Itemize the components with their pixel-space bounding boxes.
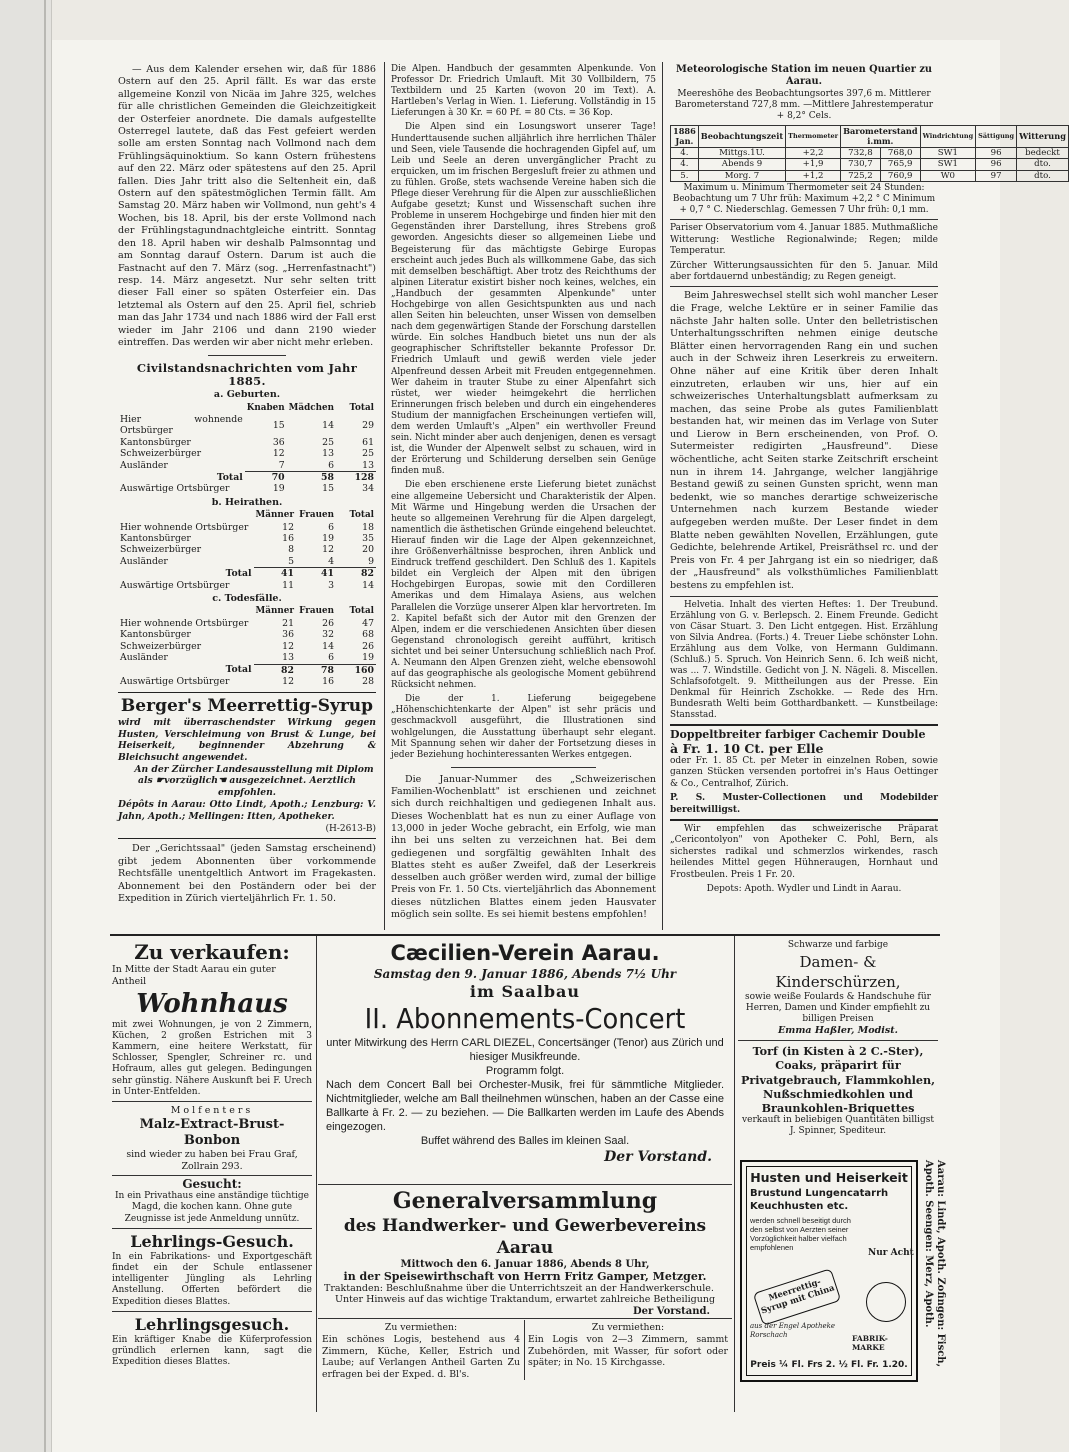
husten-price: Preis ¼ Fl. Frs 2. ½ Fl. Fr. 1.20. [750,1360,908,1370]
caecilien-buffet: Buffet während des Balles im kleinen Saal. [420,1135,630,1147]
lehrling-title-1: Lehrlings-Gesuch. [130,1231,294,1251]
familien-article: Die Januar-Nummer des „Schweizerischen Familien-Wochenblatt" ist erschienen und zeichnet sich durch reichhaltigen und gediegenen Inhalt aus. Dieses Wochenblatt hat es nun zu einer Auflage von 13,000 in jeder Woche gebracht, ein Erfolg, wie man ihn bei uns selten zu verzeichnen hat. Bei dem gediegenen und sorgfältig gewählten Inhalt des Blattes steht es außer Zweifel, daß der Leserkreis desselben auch größer werden wird, zumal der billige Preis von Fr. 1. 50 Cts. vierteljährlich das Abonnement dieses nützlichen Blattes einem jeden Hausvater möglich sein sollte. Es sei hiemit bestens empfohlen! [391,773,656,921]
gv-date: Mittwoch den 6. Januar 1886, Abends 8 Uhr, [400,1259,650,1270]
alpen-paragraph-3: Die der 1. Lieferung beigegebene „Höhenschichtenkarte der Alpen" ist sehr präcis und geschmackvoll ausgeführt, die Illustrationen sind wohlgelungen, die Ausstattung überhaupt sehr elegant. Mit Spannung sehen wir daher der Fortsetzung dieses in jeder Beziehung hochinteressanten Werkes entgegen. [391,694,656,760]
table-row: 5. Morg. 7 +1,2 725,2 760,9 W0 97 dto. [671,170,1069,182]
caecilien-with: unter Mitwirkung des Herrn CARL DIEZEL, Concertsänger (Tenor) aus Zürich und hiesiger Musikfreunde. [326,1037,724,1063]
table-row: Total 41 41 82 [225,568,374,580]
verkaufen-line: In Mitte der Stadt Aarau ein guter Antheil [112,964,276,987]
met-title: Meteorologische Station im neuen Quartier zu Aarau. [675,64,933,88]
schuerzen-text: sowie weiße Foulards & Handschuhe für Herren, Damen und Kinder empfiehlt zu billigen Preisen [745,991,931,1025]
births-title: a. Geburten. [213,389,281,401]
page-fold [44,0,46,1452]
column-1 [118,64,376,908]
column-rule [662,62,663,930]
husten-depots: Aarau: Lindt, Apoth. Zofingen: Fisch, Apoth. Seengen: Merz, Apoth. [923,1160,946,1368]
berger-code: (H-2613-B) [325,823,376,834]
gesucht-text: In ein Privathaus eine anständige tüchtige Magd, die kochen kann. Ohne gute Zeugnisse ist jede Anmeldung unnütz. [115,1191,309,1224]
corns-ad: Wir empfehlen das schweizerische Präparat „Cericontolyon" von Apotheker C. Pohl, Bern, als sicherstes radikal und schmerzlos wirkendes, rasch heilendes Mittel gegen Hühneraugen, Hornhaut und Frostbeulen. Preis 1 Fr. 20. [670,824,938,880]
malz-title: Malz-Extract-Brust-Bonbon [139,1116,285,1148]
berger-text-1: wird mit überraschendster Wirkung gegen Husten, Verschleimung von Brust & Lunge, bei Heiserkeit, beginnender Abzehrung & Bleichsucht angewendet. [118,717,376,763]
table-row: Hier wohnende Ortsbürger 21 26 47 [120,617,374,629]
cachemir-title: Doppeltbreiter farbiger Cachemir Double [670,727,926,741]
husten-sub: Brustund Lungencatarrh Keuchhusten etc. [750,1188,889,1212]
zurich-forecast: Zürcher Witterungsaussichten für den 5. Januar. Mild aber fortdauernd unbeständig; zu Regen geneigt. [670,260,938,282]
malz-text: sind wieder zu haben bei Frau Graf, Zollrain 293. [126,1148,298,1172]
husten-title: Husten und Heiserkeit [750,1170,908,1185]
met-subtitle: Meereshöhe des Beobachtungsortes 397,6 m. Mittlerer Barometerstand 727,8 mm. —Mittlere Jahrestemperatur + 8,2° Cels. [674,88,934,121]
trademark-seal-icon [866,1282,906,1322]
deaths-title: c. Todesfälle. [212,593,282,605]
wohnhaus-title: Wohnhaus [136,988,288,1019]
vermieten-title-1: Zu vermiethen: [384,1322,458,1333]
husten-marke: FABRIK-MARKE [852,1334,888,1352]
molfenters: Molfenters [170,1105,254,1117]
hausfreund-article: Beim Jahreswechsel stellt sich wohl mancher Leser die Frage, welche Lektüre er in seiner Familie das nächste Jahr halten solle. Unter den belletristischen Unterhaltungsschriften nehmen einige deutsche Blätter einen hervorragenden Rang ein und suchen auch in der Schweiz ihren Leserkreis zu erweitern. Ohne näher auf eine Kritik über deren Inhalt einzutreten, erlauben wir uns, hier auf ein schweizerisches Unterhaltungsblatt aufmerksam zu machen, das seine Probe als gutes Familienblatt bestanden hat, wir meinen das im Verlage von Suter und Lierow in Bern erscheinenden, von Prof. O. Sutermeister redigirten „Hausfreund". Diese wöchentliche, acht Seiten starke Zeitschrift erscheint nun in ihrem 14. Jahrgange, welcher langjährige Bestand gewiß zu seinen Gunsten spricht, wenn man bedenkt, wie so manches derartige schweizerische Unternehmen nach kurzem Bestande wieder aufgegeben werden mußte. Der Leser findet in dem Blatte neben gewählten Novellen, Erzählungen, gute Gedichte, belehrende Artikel, Preisräthsel rc. und der Preis von Fr. 4 per Jahrgang ist ein so niedriger, daß der „Hausfreund" als volksthümliches Familienblatt bestens zu empfehlen ist. [670,290,938,591]
ads-rule [734,936,735,1412]
ads-rule [110,934,940,936]
berger-text-3: Dépôts in Aarau: Otto Lindt, Apoth.; Lenzburg: V. Jahn, Apoth.; Mellingen: Itten, Apotheker. [118,799,376,822]
table-row: Kantonsbürger 16 19 35 [120,533,374,545]
berger-ad [118,692,376,835]
gv-traktanden: Traktanden: Beschlußnahme über die Unterrichtszeit an der Handwerkerschule. [324,1282,714,1294]
table-row: Kantonsbürger 36 32 68 [120,629,374,641]
met-table: 1886 Jan. Beobachtungszeit Thermometer Barometerstand i.mm. Windrichtung Sättigung Witterung 4. Mittgs.1U. +2,2 732,8 768,0 SW1 96 bedeckt 4. Abends 9 +1,9 730,7 765,9 SW1 96 dto. 5. Morg. 7 +1,2 725,2 760,9 W0 97 dto. [670,125,1069,183]
gesucht-title: Gesucht: [182,1177,242,1192]
table-row: Auswärtige Ortsbürger 19 15 34 [120,483,374,495]
schuerzen-title: Damen- & Kinderschürzen, [775,952,901,991]
table-row: Ausländer 7 6 13 [120,459,374,471]
schuerzen-top: Schwarze und farbige [787,940,889,950]
husten-text: werden schnell beseitigt durch den selbst von Aerzten seiner Vorzüglichkeit halber vielfach empfohlenen [750,1216,851,1252]
column-rule [384,62,385,930]
table-row: Hier wohnende Ortsbürger 12 6 18 [120,521,374,533]
torf-ad: Torf (in Kisten à 2 C.-Ster), Coaks, präparirt für Privatgebrauch, Flammkohlen, Nußschmiedkohlen und Braunkohlen-Briquettes [740,1044,936,1116]
gv-sign: Der Vorstand. [632,1306,710,1318]
table-row: Schweizerbürger 8 12 20 [120,544,374,556]
berger-title: Berger's Meerrettig-Syrup [120,696,374,717]
gv-ad [320,1188,730,1318]
caecilien-program: Programm folgt. [485,1065,565,1077]
lehrling-text-2: Ein kräftiger Knabe die Küferprofession gründlich erlernen kann, sagt die Expedition dieses Blattes. [112,1334,312,1368]
met-footer: Maximum u. Minimum Thermometer seit 24 Stunden: Beobachtung um 7 Uhr früh: Maximum +2,2 ° C Minimum + 0,7 ° C. Niederschlag. Gemessen 7 Uhr früh: 0,1 mm. [672,183,936,216]
husten-maker: aus der Engel Apotheke Rorschach [750,1322,835,1339]
caecilien-concert: II. Abonnements-Concert [364,1002,686,1035]
ads-right-column [738,940,938,1138]
table-row: Total 82 78 160 [225,664,374,676]
births-table: Knaben Mädchen Total Hier wohnende Ortsbürger 15 14 29 Kantonsbürger 36 25 61 Schweizerbürger 12 13 25 Ausländer 7 6 13 Total 70 58 128 Auswärtige Ortsbürger 19 15 34 [120,402,374,495]
gv-hint: Unter Hinweis auf das wichtige Traktandum, erwartet zahlreiche Betheiligung [334,1294,716,1306]
civil-title: Civilstandsnachrichten vom Jahr 1885. [136,361,358,388]
vermieten-ad-2 [528,1322,728,1369]
cachemir-text: oder Fr. 1. 85 Ct. per Meter in einzelnen Roben, sowie ganzen Stücken versenden portofrei in's Haus Oettinger & Co., Centralhof, Zürich. [670,756,938,789]
table-row: Schweizerbürger 12 13 25 [120,448,374,460]
deaths-table: Männer Frauen Total Hier wohnende Ortsbürger 21 26 47 Kantonsbürger 36 32 68 Schweizerbürger 12 14 26 Ausländer 13 6 19 Total 82 78 160 Auswärtige Ortsbürger 12 16 28 [120,606,374,687]
gv-title: Generalversammlung [392,1188,658,1214]
alpen-paragraph-1: Die Alpen sind ein Losungswort unserer Tage! Hunderttausende suchen alljährlich ihre herrlichen Thäler und Seen, viele Tausende die hochragenden Gipfel auf, um Leib und Seele an deren unvergänglicher Pracht zu erquicken, um im frischen Bergesluft freier zu athmen und zu fühlen. Große, stets wachsende Vereine haben sich die Pflege dieser Verehrung für die Alpen zur ausschließlichen Aufgabe gesetzt; Kunst und Wissenschaft suchen ihre Probleme in unserem Hochgebirge und finden hier mit den Gegenständen ihrer Darstellung, ihres Strebens groß geworden. Angesichts dieser so allgemeinen Liebe und Begeisterung für das mächtigste Gebirge Europas erscheint auch jedes Buch als willkommene Gabe, das sich mit demselben beschäftigt. Aber trotz des Reichthums der alpinen Literatur existirt bisher noch keines, welches, ein „Handbuch der gesammten Alpenkunde" unter Hochgebirge von allen Gesichtspunkten aus und nach allen Seiten hin beleuchten, unser Wissen von demselben nach dem gegenwärtigen Stande der Forschung darstellen würde. Ein solches Handbuch bietet uns nun der als geographischer Schriftsteller bekannte Professor Dr. Friedrich Umlauft und gewiß werden viele jeder Alpenfreund dessen Arbeit mit Freuden entgegennehmen. Wer daheim in trauter Stube zu einer Alpenfahrt sich rüstet, wer wieder heimgekehrt die herrlichen Erinnerungen frisch beleben und durch ein eingehenderes Studium der mannigfachen Erscheinungen vertiefen will, dem werden Umlauft's „Alpen" ein werthvoller Freund sein. Nicht minder aber auch denjenigen, denen es versagt ist, die Wunder der Alpenwelt selbst zu schauen, wird in der Erörterung und Schilderung derselben sein Genüge finden muß. [391,122,656,477]
table-row: Ausländer 5 4 9 [120,555,374,568]
divider [451,767,596,768]
alpen-intro: Die Alpen. Handbuch der gesammten Alpenkunde. Von Professor Dr. Friedrich Umlauft. Mit 30 Vollbildern, 75 Textbildern und 25 Karten (wovon 20 im Text). A. Hartleben's Verlag in Wien. 1. Lieferung. Vollständig in 15 Lieferungen à 30 Kr. = 60 Pf. = 80 Cts. = 36 Kop. [391,64,656,119]
schuerzen-sign: Emma Haßler, Modist. [778,1025,898,1037]
table-row: Schweizerbürger 12 14 26 [120,640,374,652]
calendar-article: — Aus dem Kalender ersehen wir, daß für 1886 Ostern auf den 25. April fällt. Es war das erste allgemeine Konzil von Nicäa im Jahre 325, welches für alle christlichen Gemeinden die Gleichzeitigkeit der Osterfeier anordnete. Die damals aufgestellte Osterregel lautete, daß das Fest gefeiert werden solle am ersten Sonntag nach Vollmond nach dem Frühlingsäquinoktium. So kann Ostern frühestens auf den 22. März oder spätestens auf den 25. April fallen. Dies Jahr tritt also die Seltenheit ein, daß Ostern auf den spätestmöglichen Termin fällt. Am Samstag 20. März haben wir Vollmond, nun geht's 4 Wochen, bis 18. April, bis der erste Vollmond nach der Frühlingstagundnachtgleiche eintritt. Sonntag den 18. April haben wir deshalb Palmsonntag und am Sonntag darauf Ostern. Darum ist auch die Fastnacht auf den 7. März (sog. „Herrenfastnacht") resp. 14. März angesetzt. Nur sehr selten tritt dieser Fall einer so späten Osterfeier ein. Das letztemal als Ostern auf den 25. April fiel, schrieb man das Jahr 1734 und nach 1886 wird der Fall erst wieder im Jahr 2106 und dann 2190 wieder eintreffen. Das werden wir aber nicht mehr erleben. [118,64,376,348]
column-3 [670,64,1066,898]
vermieten-text-2: Ein Logis von 2—3 Zimmern, sammt Zubehörden, mit Wasser, für sofort oder später; in No. 15 Kirchgasse. [528,1333,728,1369]
table-row: Hier wohnende Ortsbürger 15 14 29 [120,413,374,437]
caecilien-place: im Saalbau [469,982,581,1001]
vermieten-text-1: Ein schönes Logis, bestehend aus 4 Zimmern, Küche, Keller, Estrich und Laube; auf Verlangen Antheil Garten Zu erfragen bei der Exped. d. Bl's. [322,1333,520,1381]
table-row: Auswärtige Ortsbürger 12 16 28 [120,675,374,687]
torf-sign: verkauft in beliebigen Quantitäten billigst J. Spinner, Spediteur. [742,1115,934,1137]
corns-depot: Depots: Apoth. Wydler und Lindt in Aarau. [706,884,902,895]
caecilien-ad [320,940,730,1166]
berger-text-2: An der Zürcher Landesausstellung mit Diplom als ☛vorzüglich☚ ausgezeichnet. Aerztlich empfohlen. [134,763,374,798]
table-row: 4. Abends 9 +1,9 730,7 765,9 SW1 96 dto. [671,159,1069,171]
wohnhaus-text: mit zwei Wohnungen, je von 2 Zimmern, Küchen, 2 großen Estrichen mit 3 Kammern, eine heitere Werkstatt, für Schlosser, Spengler, Schreiner rc. und Hofraum, alles gut gelegen. Bedingungen sehr günstig. Nähere Auskunft bei F. Urech in Unter-Entfelden. [112,1019,312,1097]
table-row: Ausländer 13 6 19 [120,652,374,664]
lehrling-text-1: In ein Fabrikations- und Exportgeschäft findet ein der Schule entlassener intelligenter Jüngling als Lehrling Anstellung. Offerten befördert die Expedition dieses Blattes. [112,1251,312,1307]
cachemir-price: à Fr. 1. 10 Ct. per Elle [670,741,824,756]
husten-ad [740,1160,918,1382]
gv-title-2: des Handwerker- und Gewerbevereins Aarau [343,1216,707,1258]
marriages-table: Männer Frauen Total Hier wohnende Ortsbürger 12 6 18 Kantonsbürger 16 19 35 Schweizerbürger 8 12 20 Ausländer 5 4 9 Total 41 41 82 Auswärtige Ortsbürger 11 3 14 [120,510,374,591]
ads-rule [316,936,317,1412]
caecilien-title: Cæcilien-Verein Aarau. [390,941,660,965]
divider [208,355,286,356]
caecilien-ball: Nach dem Concert Ball bei Orchester-Musik, frei für sämmtliche Mitglieder. Nichtmitglieder, welche am Ball theilnehmen wünschen, haben an der Casse eine Ballkarte à Fr. 2. — zu beziehen. — Die Ballkarten werden im Laufe des Abends eingezogen. [326,1079,724,1133]
husten-bottle-label: Meerrettig-Syrup mit China [759,1276,836,1316]
paris-forecast: Pariser Observatorium vom 4. Januar 1885. Muthmaßliche Witterung: Westliche Regionalwinde; Regen; milde Temperatur. [670,223,938,257]
vermieten-ad-1 [322,1322,520,1381]
table-row: Auswärtige Ortsbürger 11 3 14 [120,579,374,591]
husten-echt: Nur Acht [868,1248,914,1258]
column-2 [391,64,656,924]
ads-rule [318,1184,732,1185]
caecilien-sign: Der Vorstand. [604,1149,712,1165]
helvetia-article: Helvetia. Inhalt des vierten Heftes: 1. Der Treubund. Erzählung von G. v. Berlepsch. 2. Einem Freunde. Gedicht von Cäsar Stuart. 3. Den Licht entgegen. Hist. Erzählung von Silvia Andrea. (Forts.) 4. Treuer Liebe schönster Lohn. Erzählung aus dem Volke, von Hermann Guldimann. (Schluß.) 5. Spruch. Von Heinrich Senn. 6. Ich weiß nicht, was ... 7. Windstille. Gedicht von J. N. Nägeli. 8. Miscellen. Schlafsofotgelt. 9. Mittheilungen aus der Presse. Ein Denkmal für Heinrich Zschokke. — Rede des Hrn. Bundesrath Welti beim Gotthardbankett. — Kunstbeilage: Stansstad. [670,599,938,720]
caecilien-date: Samstag den 9. Januar 1886, Abends 7½ Uhr [373,967,677,981]
lehrling-title-2: Lehrlingsgesuch. [134,1314,290,1334]
ads-rule [524,1320,525,1380]
ads-left-column [112,940,312,1368]
table-row: Total 70 58 128 [216,471,374,483]
gv-place: in der Speisewirthschaft von Herrn Fritz Gamper, Metzger. [343,1269,707,1283]
gerichtssaal-notice: Der „Gerichtssaal" (jeden Samstag erscheinend) gibt jedem Abonnenten über vorkommende Rechtsfälle unentgeltlich Antwort im Fragekasten. Abonnement bei den Poständern oder bei der Expedition in Zürich vierteljährlich Fr. 1. 50. [118,843,376,904]
table-row: Kantonsbürger 36 25 61 [120,436,374,448]
ads-rule [318,1318,732,1319]
table-row: 4. Mittgs.1U. +2,2 732,8 768,0 SW1 96 bedeckt [671,147,1069,159]
vermieten-title-2: Zu vermiethen: [591,1322,665,1333]
verkaufen-title: Zu verkaufen: [134,940,290,964]
cachemir-ps: P. S. Muster-Collectionen und Modebilder bereitwilligst. [670,793,938,815]
alpen-paragraph-2: Die eben erschienene erste Lieferung bietet zunächst eine allgemeine Uebersicht und Charakteristik der Alpen. Mit Wärme und Hingebung werden die Ursachen der heute so allgemeinen Verehrung für die Alpen dargelegt, namentlich die ästhetischen Gründe eingehend beleuchtet. Hierauf finden wir die Lage der Alpen gekennzeichnet, ihre Größenverhältnisse besprochen, ihren Anblick und Eindruck treffend geschildert. Den Schluß des 1. Kapitels bildet ein Vergleich der Alpen mit den übrigen Hochgebirgen Europas, sowie mit den Cordilleren Amerikas und dem Himalaya Asiens, aus welchen Parallelen die Vorzüge unserer Alpen klar hervortreten. Im 2. Kapitel befaßt sich der Autor mit den Grenzen der Alpen, indem er die verschiedenen Ansichten über diesen Gegenstand chronologisch gereiht aufführt, kritisch sichtet und bei seiner Untersuchung schließlich nach Prof. A. Neumann den Alpen Grenzen zieht, welche ebensowohl auf das geographische als geologische Moment gebührend Rücksicht nehmen. [391,480,656,691]
marriages-title: b. Heirathen. [211,496,283,508]
